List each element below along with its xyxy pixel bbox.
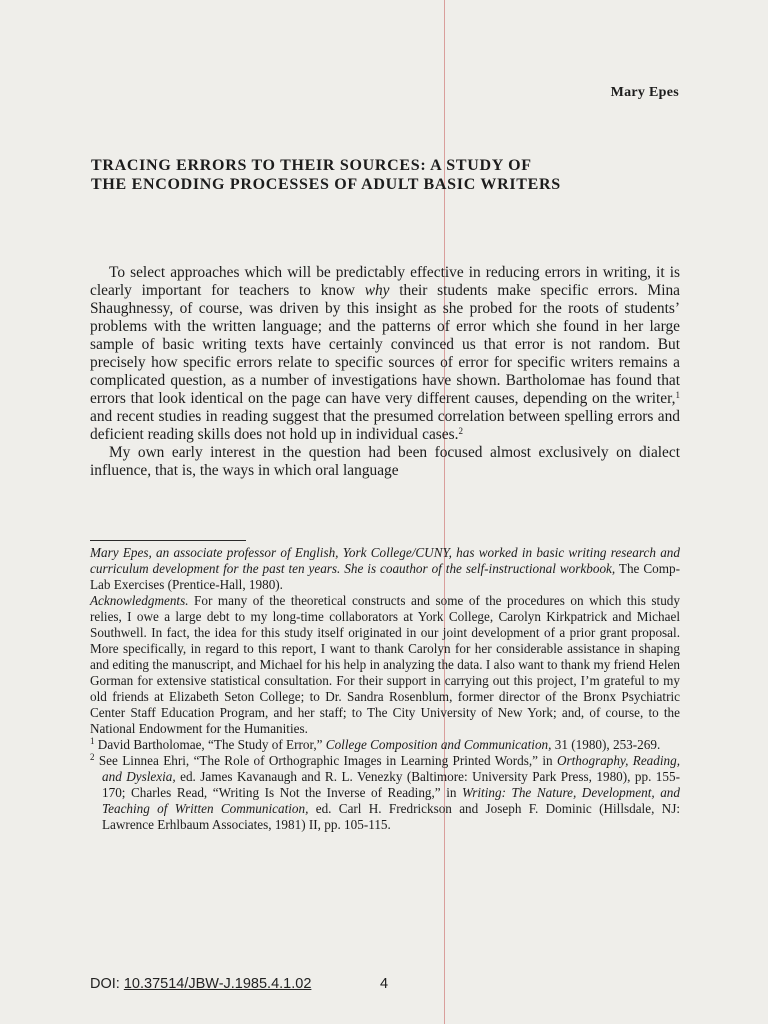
page-fold-line xyxy=(444,0,445,1024)
acknowledgments: Acknowledgments. For many of the theoretical constructs and some of the procedures on which this study relies, I owe a large debt to my long-time collaborators at York College, Carolyn Kirkpatrick and Michael Southwell. In fact, the idea for this study itself originated in our joint development of a prior grant proposal. More specifically, in regard to this report, I want to thank Carolyn for her considerable assistance in shaping and editing the manuscript, and Michael for his help in analyzing the data. I also want to thank my friend Helen Gorman for extensive statistical consultation. For their support in carrying out this project, I’m grateful to my old friends at Elizabeth Seton College; to Dr. Sandra Rosenblum, former director of the Bronx Psychiatric Center Staff Education Program, and her staff; to The City University of New York; and, of course, to the National Endowment for the Humanities. xyxy=(90,593,680,736)
doi-link[interactable]: 10.37514/JBW-J.1985.4.1.02 xyxy=(123,976,312,992)
footnote-ref-2[interactable]: 2 xyxy=(458,426,463,436)
doi-footer xyxy=(90,976,311,992)
footnote-divider xyxy=(90,540,246,541)
footnotes xyxy=(90,545,680,833)
title-line-2: THE ENCODING PROCESSES OF ADULT BASIC WRITERS xyxy=(91,176,561,193)
author-name: Mary Epes xyxy=(610,85,679,100)
page-number: 4 xyxy=(380,976,389,992)
article-title xyxy=(91,156,691,194)
body-paragraph-1: To select approaches which will be predictably effective in reducing errors in writing, it is clearly important for teachers to know why their students make specific errors. Mina Shaughnessy, of course, was driven by this insight as she probed for the roots of students’ problems with the written language; and the patterns of error which she found in her large sample of basic writing texts have certainly convinced us that error is not random. But precisely how specific errors relate to specific sources of error for specific writers remains a complicated question, as a number of investigations have shown. Bartholomae has found that errors that look identical on the page can have very different causes, depending on the writer,$^1$ and recent studies in reading suggest that the presumed correlation between spelling errors and deficient reading skills does not hold up in individual cases.$^2$ xyxy=(90,264,680,443)
author-bio: Mary Epes, an associate professor of English, York College/CUNY, has worked in basic writing research and curriculum development for the past ten years. She is coauthor of the self-instructional workbook, The Comp-Lab Exercises (Prentice-Hall, 1980). xyxy=(90,545,680,592)
title-line-1: TRACING ERRORS TO THEIR SOURCES: A STUDY OF xyxy=(91,157,532,174)
footnote-1: $^1$ David Bartholomae, “The Study of Error,” College Composition and Communication, 31 (1980), 253-269. xyxy=(90,736,661,752)
doi-label: DOI: xyxy=(90,976,120,992)
article-body xyxy=(90,264,680,480)
footnote-2: $^2$ See Linnea Ehri, “The Role of Orthographic Images in Learning Printed Words,” in Orthography, Reading, and Dyslexia, ed. James Kavanaugh and R. L. Venezky (Baltimore: University Park Press, 1980), pp. 155-170; Charles Read, “Writing Is Not the Inverse of Reading,” in Writing: The Nature, Development, and Teaching of Written Communication, ed. Carl H. Fredrickson and Joseph F. Dominic (Hillsdale, NJ: Lawrence Erhlbaum Associates, 1981) II, pp. 105-115. xyxy=(90,752,681,832)
body-paragraph-2: My own early interest in the question had been focused almost exclusively on dialect influence, that is, the ways in which oral language xyxy=(90,444,680,479)
footnote-ref-1[interactable]: 1 xyxy=(675,390,680,400)
